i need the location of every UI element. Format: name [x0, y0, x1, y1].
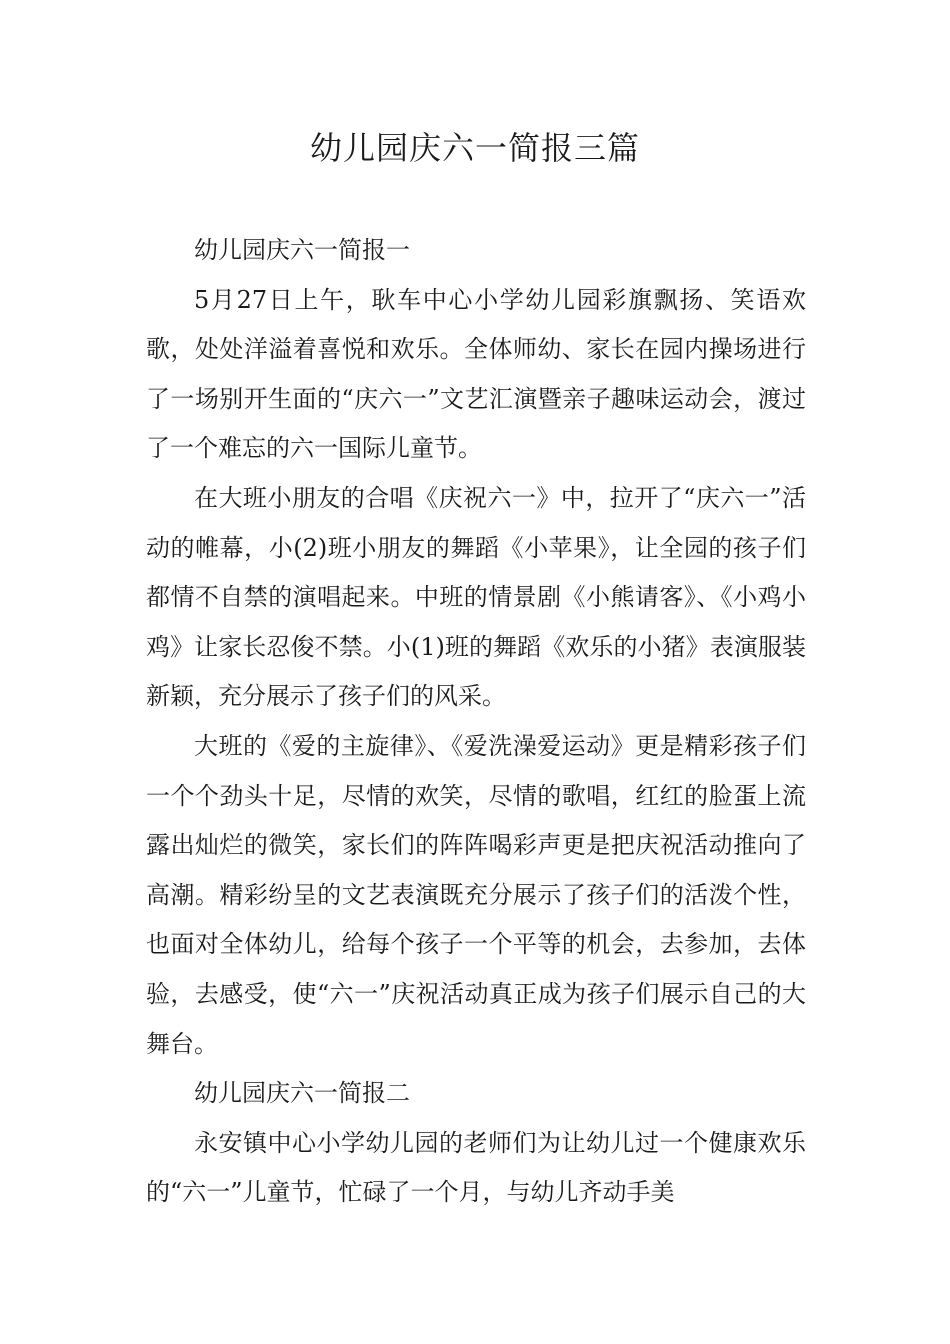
document-body: [146, 226, 806, 1218]
document-title: 幼儿园庆六一简报三篇: [309, 129, 640, 167]
section-heading-2: 幼儿园庆六一简报二: [194, 1079, 410, 1108]
section-heading-1: 幼儿园庆六一简报一: [194, 236, 410, 264]
paragraph: 永安镇中心小学幼儿园的老师们为让幼儿过一个健康欢乐的“六一”儿童节，忙碌了一个月，与幼儿齐动手美: [146, 1128, 806, 1207]
paragraph: 大班的《爱的主旋律》、《爱洗澡爱运动》更是精彩孩子们一个个劲头十足，尽情的欢笑，尽情的歌唱，红红的脸蛋上流露出灿烂的微笑，家长们的阵阵喝彩声更是把庆祝活动推向了高潮。精彩纷呈的文艺表演既充分展示了孩子们的活泼个性，也面对全体幼儿，给每个孩子一个平等的机会，去参加，去体验，去感受，使“六一”庆祝活动真正成为孩子们展示自己的大舞台。: [146, 731, 806, 1058]
paragraph: 5月27日上午，耿车中心小学幼儿园彩旗飘扬、笑语欢歌，处处洋溢着喜悦和欢乐。全体师幼、家长在园内操场进行了一场别开生面的“庆六一”文艺汇演暨亲子趣味运动会，渡过了一个难忘的六一国际儿童节。: [146, 285, 806, 463]
paragraph: 在大班小朋友的合唱《庆祝六一》中，拉开了“庆六一”活动的帷幕，小(2)班小朋友的舞蹈《小苹果》，让全园的孩子们都情不自禁的演唱起来。中班的情景剧《小熊请客》、《小鸡小鸡》让家长忍俊不禁。小(1)班的舞蹈《欢乐的小猪》表演服装新颖，充分展示了孩子们的风采。: [146, 483, 806, 711]
